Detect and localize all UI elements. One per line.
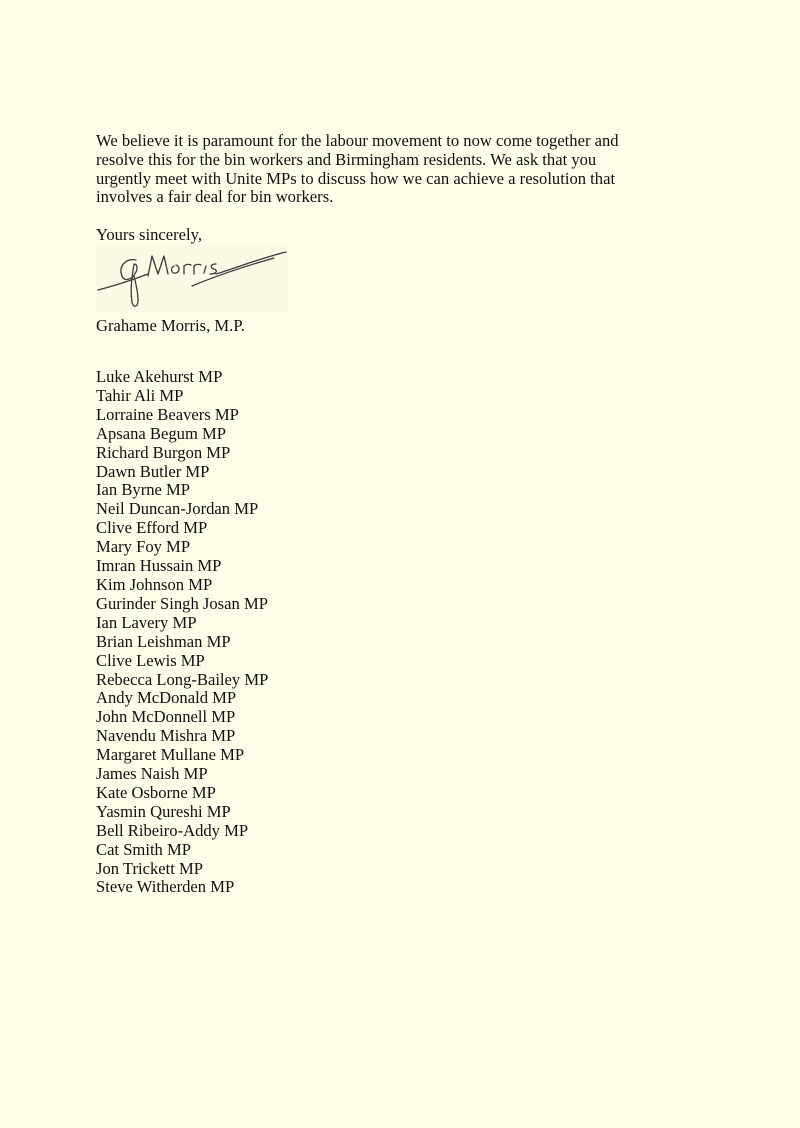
signatory-item: Clive Lewis MP bbox=[96, 650, 205, 670]
signatory-item: Gurinder Singh Josan MP bbox=[96, 593, 268, 613]
signatory-item: Luke Akehurst MP bbox=[96, 367, 223, 386]
signatory-item: Clive Efford MP bbox=[96, 518, 208, 538]
signatory-item: Steve Witherden MP bbox=[96, 877, 235, 897]
signatory-item: Navendu Mishra MP bbox=[96, 726, 236, 746]
signatory-item: Neil Duncan-Jordan MP bbox=[96, 499, 259, 519]
signatory-item: James Naish MP bbox=[96, 764, 208, 784]
paragraph-line: involves a fair deal for bin workers. bbox=[96, 187, 334, 207]
signatory-item: Ian Byrne MP bbox=[96, 480, 191, 500]
signer-name: Grahame Morris, M.P. bbox=[96, 316, 245, 335]
closing-salutation: Yours sincerely, bbox=[96, 225, 203, 244]
signatory-item: John McDonnell MP bbox=[96, 707, 236, 727]
paragraph-line: urgently meet with Unite MPs to discuss how we can achieve a resolution that bbox=[96, 168, 616, 188]
signatory-item: Andy McDonald MP bbox=[96, 688, 237, 708]
signatory-item: Apsana Begum MP bbox=[96, 423, 226, 443]
handwritten-signature bbox=[96, 246, 288, 312]
signatory-item: Yasmin Qureshi MP bbox=[96, 801, 231, 821]
paragraph-line: resolve this for the bin workers and Birmingham residents. We ask that you bbox=[96, 149, 597, 169]
signatory-item: Margaret Mullane MP bbox=[96, 745, 245, 765]
signatory-item: Kate Osborne MP bbox=[96, 782, 216, 802]
signatory-item: Mary Foy MP bbox=[96, 537, 191, 557]
signatory-item: Cat Smith MP bbox=[96, 839, 191, 859]
signatory-item: Rebecca Long-Bailey MP bbox=[96, 669, 269, 689]
signatory-item: Lorraine Beavers MP bbox=[96, 404, 239, 424]
signatory-item: Richard Burgon MP bbox=[96, 442, 231, 462]
signatories-list bbox=[96, 368, 268, 897]
signatory-item: Dawn Butler MP bbox=[96, 461, 210, 481]
body-paragraph bbox=[96, 132, 716, 207]
signatory-item: Bell Ribeiro-Addy MP bbox=[96, 820, 249, 840]
signatory-item: Jon Trickett MP bbox=[96, 858, 203, 878]
signatory-item: Kim Johnson MP bbox=[96, 574, 213, 594]
signatory-item: Ian Lavery MP bbox=[96, 612, 197, 632]
signatory-item: Tahir Ali MP bbox=[96, 385, 184, 405]
signatory-item: Imran Hussain MP bbox=[96, 556, 222, 576]
paragraph-line: We believe it is paramount for the labour movement to now come together and bbox=[96, 131, 619, 150]
signatory-item: Brian Leishman MP bbox=[96, 631, 231, 651]
